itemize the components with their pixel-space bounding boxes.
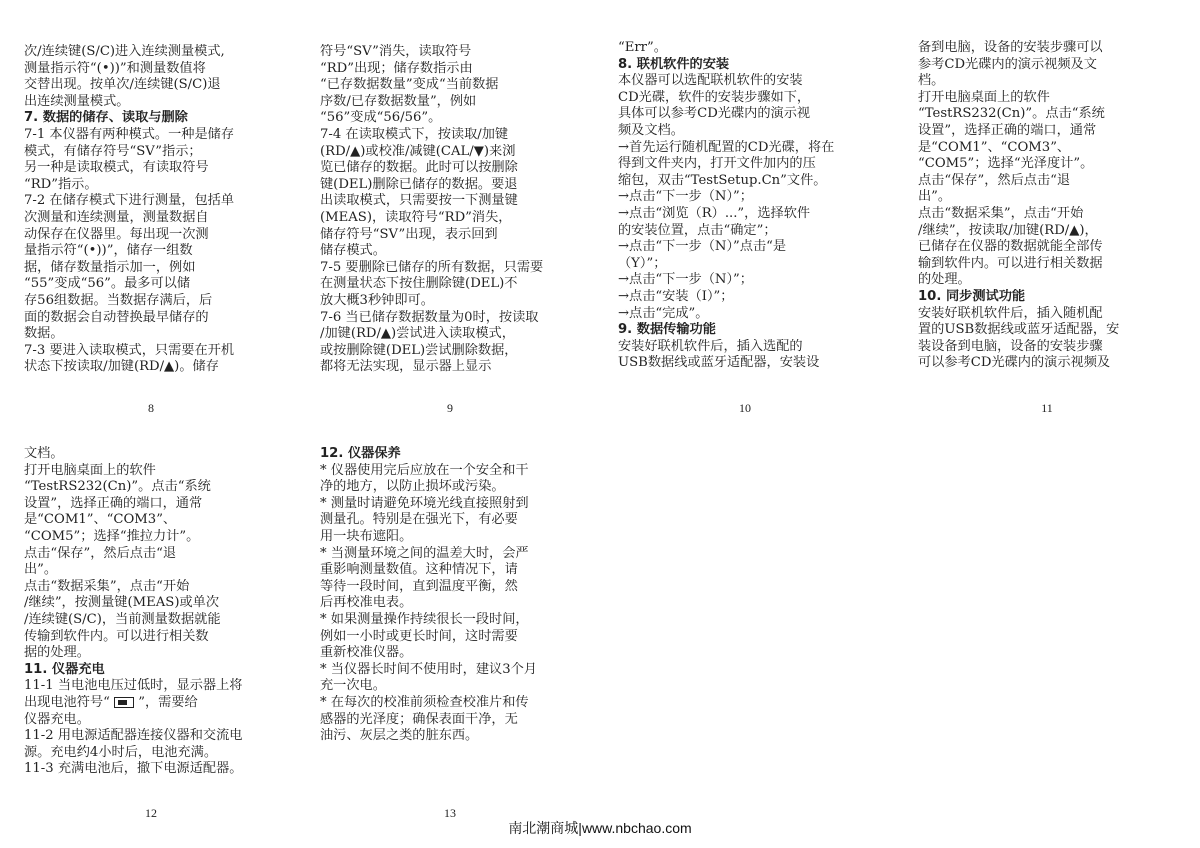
- text-line: 源。充电约4小时后，电池充满。: [24, 744, 218, 760]
- text-line: 状态下按读取/加键(RD/▲)。储存: [24, 359, 219, 375]
- text-line: 出现电池符号“ ”，需要给: [24, 694, 198, 710]
- text-line: (RD/▲)或校准/减键(CAL/▼)来浏: [320, 143, 516, 159]
- text-line: 重新校准仪器。: [320, 645, 413, 661]
- section-heading: 7. 数据的储存、读取与删除: [24, 110, 188, 126]
- text-line: * 在每次的校准前须检查校准片和传: [320, 694, 529, 710]
- text-line: “TestRS232(Cn)”。点击“系统: [24, 479, 211, 495]
- text-line: 7-5 要删除已储存的所有数据，只需要: [320, 259, 544, 275]
- text-line: 量指示符“(•))”，储存一组数: [24, 243, 193, 259]
- text-line: 11-3 充满电池后，撤下电源适配器。: [24, 761, 243, 777]
- text-line: 打开电脑桌面上的软件: [918, 89, 1050, 105]
- text-line: 传输到软件内。可以进行相关数: [24, 628, 209, 644]
- text-line: 已储存在仪器的数据就能全部传: [918, 239, 1103, 255]
- text-line: 点击“数据采集”，点击“开始: [24, 578, 190, 594]
- battery-icon: [114, 697, 134, 708]
- page-11-column: [918, 40, 1153, 372]
- text-line: 等待一段时间，直到温度平衡，然: [320, 578, 518, 594]
- text-line: 出读取模式，只需要按一下测量键: [320, 193, 518, 209]
- text-line: 用一块布遮阳。: [320, 528, 413, 544]
- text-line: 出连续测量模式。: [24, 93, 130, 109]
- text-line: →点击“安装（I）”；: [618, 288, 734, 304]
- text-line: 储存模式。: [320, 243, 386, 259]
- text-line: 安装好联机软件后，插入随机配: [918, 305, 1103, 321]
- text-line: 文档。: [24, 446, 64, 461]
- text-line: 输到软件内。可以进行相关数据: [918, 255, 1103, 271]
- text-line: 感器的光泽度；确保表面干净，无: [320, 711, 518, 727]
- text-line: 出”。: [918, 189, 952, 205]
- text-line: (MEAS)，读取符号“RD”消失，: [320, 209, 512, 225]
- text-line: 重影响测量数值。这种情况下，请: [320, 562, 518, 578]
- text-line: 测量孔。特别是在强光下，有必要: [320, 512, 518, 528]
- text-line: 档。: [918, 73, 945, 89]
- text-line: 符号“SV”消失，读取符号: [320, 44, 472, 59]
- section-heading: 9. 数据传输功能: [618, 322, 716, 338]
- text-line: * 仪器使用完后应放在一个安全和干: [320, 462, 529, 478]
- text-line: “COM5”；选择“光泽度计”。: [918, 156, 1094, 172]
- text-line: 面的数据会自动替换最早储存的: [24, 309, 209, 325]
- text-line: 7-3 要进入读取模式，只需要在开机: [24, 342, 235, 358]
- text-line: →点击“下一步（N）”；: [618, 189, 753, 205]
- text-line: 频及文档。: [618, 122, 684, 138]
- text-line: →点击“下一步（N）”点击“是: [618, 239, 787, 255]
- text-line: 安装好联机软件后，插入选配的: [618, 338, 803, 354]
- text-line: 装设备到电脑，设备的安装步骤: [918, 338, 1103, 354]
- text-line: 交替出现。按单次/连续键(S/C)退: [24, 77, 221, 93]
- text-line: 7-4 在读取模式下，按读取/加键: [320, 126, 509, 142]
- text-line: 充一次电。: [320, 678, 386, 694]
- text-line: 模式，有储存符号“SV”指示；: [24, 143, 202, 159]
- section-heading: 12. 仪器保养: [320, 446, 401, 461]
- text-line: 在测量状态下按住删除键(DEL)不: [320, 276, 518, 292]
- text-line: “RD”指示。: [24, 176, 98, 192]
- text-line: “Err”。: [618, 40, 667, 55]
- text-line: 另一种是读取模式，有读取符号: [24, 160, 209, 176]
- text-line: 本仪器可以选配联机软件的安装: [618, 73, 803, 89]
- text-line: 11-2 用电源适配器连接仪器和交流电: [24, 728, 243, 744]
- text-line: “56”变成“56/56”。: [320, 110, 442, 126]
- text-line: 存56组数据。当数据存满后，后: [24, 292, 213, 308]
- text-line: 出”。: [24, 562, 58, 578]
- page-number-12: 12: [145, 806, 157, 820]
- text-line: 都将无法实现，显示器上显示: [320, 359, 492, 375]
- page-number-11: 11: [1041, 401, 1053, 415]
- text-line: CD光碟，软件的安装步骤如下，: [618, 89, 811, 105]
- text-line: 据的处理。: [24, 645, 90, 661]
- section-heading: 10. 同步测试功能: [918, 288, 1026, 304]
- text-line: 7-2 在储存模式下进行测量，包括单: [24, 193, 235, 209]
- footer-watermark: 南北潮商城|www.nbchao.com: [508, 820, 692, 836]
- text-line: →首先运行随机配置的CD光碟，将在: [618, 139, 835, 155]
- text-line: 11-1 当电池电压过低时，显示器上将: [24, 678, 243, 694]
- text-line: 7-6 当已储存数据数量为0时，按读取: [320, 309, 539, 325]
- text-line: 动保存在仪器里。每出现一次测: [24, 226, 209, 242]
- text-line: 可以参考CD光碟内的演示视频及: [918, 355, 1111, 371]
- text-line: 次测量和连续测量，测量数据自: [24, 209, 209, 225]
- text-line: 备到电脑，设备的安装步骤可以: [918, 40, 1103, 55]
- text-line: USB数据线或蓝牙适配器，安装设: [618, 355, 820, 371]
- text-line: “COM5”；选择“推拉力计”。: [24, 528, 200, 544]
- page-number-10: 10: [739, 401, 751, 415]
- text-line: 的处理。: [918, 272, 971, 288]
- text-line: 览已储存的数据。此时可以按删除: [320, 160, 518, 176]
- text-line: 是“COM1”、“COM3”、: [24, 512, 177, 528]
- text-line: →点击“浏览（R）...”，选择软件: [618, 205, 811, 221]
- text-line: 测量指示符“(•))”和测量数值将: [24, 60, 206, 76]
- text-line: * 当仪器长时间不使用时，建议3个月: [320, 661, 537, 677]
- text-line: 后再校准电表。: [320, 595, 413, 611]
- text-line: 设置”，选择正确的端口，通常: [918, 122, 1097, 138]
- text-line: →点击“下一步（N）”；: [618, 272, 753, 288]
- section-heading: 8. 联机软件的安装: [618, 56, 730, 72]
- text-line: 点击“保存”，然后点击“退: [24, 545, 177, 561]
- text-line: （Y）”；: [618, 255, 667, 271]
- text-line: 参考CD光碟内的演示视频及文: [918, 56, 1097, 72]
- page-number-9: 9: [447, 401, 453, 415]
- page-number-13: 13: [444, 806, 456, 820]
- text-line: * 当测量环境之间的温差大时，会严: [320, 545, 529, 561]
- text-line: /继续”，按测量键(MEAS)或单次: [24, 595, 220, 611]
- text-line: 的安装位置，点击“确定”；: [618, 222, 777, 238]
- text-line: 点击“数据采集”，点击“开始: [918, 205, 1084, 221]
- page-12-column: [24, 446, 259, 778]
- text-line: “已存数据数量”变成“当前数据: [320, 77, 499, 93]
- text-line: /继续”，按读取/加键(RD/▲)，: [918, 222, 1098, 238]
- page-8-column: [24, 44, 259, 376]
- text-line: 序数/已存数据数量”，例如: [320, 93, 477, 109]
- text-line: 储存符号“SV”出现，表示回到: [320, 226, 498, 242]
- text-line: * 测量时请避免环境光线直接照射到: [320, 495, 529, 511]
- text-line: /加键(RD/▲)尝试进入读取模式，: [320, 326, 515, 342]
- text-line: 放大概3秒钟即可。: [320, 292, 434, 308]
- page-9-column: [320, 44, 555, 376]
- text-line: 油污、灰层之类的脏东西。: [320, 728, 479, 744]
- text-line: 净的地方，以防止损坏或污染。: [320, 479, 505, 495]
- text-line: 例如一小时或更长时间，这时需要: [320, 628, 518, 644]
- text-line: 7-1 本仪器有两种模式。一种是储存: [24, 126, 235, 142]
- text-line: 具体可以参考CD光碟内的演示视: [618, 106, 811, 122]
- text-line: 打开电脑桌面上的软件: [24, 462, 156, 478]
- text-line: →点击“完成”。: [618, 305, 709, 321]
- text-line: 仪器充电。: [24, 711, 90, 727]
- text-line: 得到文件夹内，打开文件加内的压: [618, 156, 816, 172]
- text-line: * 如果测量操作持续很长一段时间，: [320, 611, 529, 627]
- text-line: /连续键(S/C)，当前测量数据就能: [24, 611, 221, 627]
- text-line: “55”变成“56”。最多可以储: [24, 276, 191, 292]
- section-heading: 11. 仪器充电: [24, 661, 105, 677]
- page-13-column: [320, 446, 555, 745]
- text-line: 置的USB数据线或蓝牙适配器，安: [918, 322, 1120, 338]
- text-line: 或按删除键(DEL)尝试删除数据，: [320, 342, 518, 358]
- text-line: 是“COM1”、“COM3”、: [918, 139, 1071, 155]
- text-line: 键(DEL)删除已储存的数据。要退: [320, 176, 518, 192]
- text-line: 缩包，双击“TestSetup.Cn”文件。: [618, 172, 827, 188]
- page-number-8: 8: [148, 401, 154, 415]
- text-line: 数据。: [24, 326, 64, 342]
- text-line: 次/连续键(S/C)进入连续测量模式,: [24, 44, 225, 59]
- text-line: 点击“保存”，然后点击“退: [918, 172, 1071, 188]
- text-line: “TestRS232(Cn)”。点击“系统: [918, 106, 1105, 122]
- page-10-column: [618, 40, 853, 372]
- text-line: “RD”出现；储存数指示由: [320, 60, 473, 76]
- text-line: 据，储存数量指示加一，例如: [24, 259, 196, 275]
- text-line: 设置”，选择正确的端口，通常: [24, 495, 203, 511]
